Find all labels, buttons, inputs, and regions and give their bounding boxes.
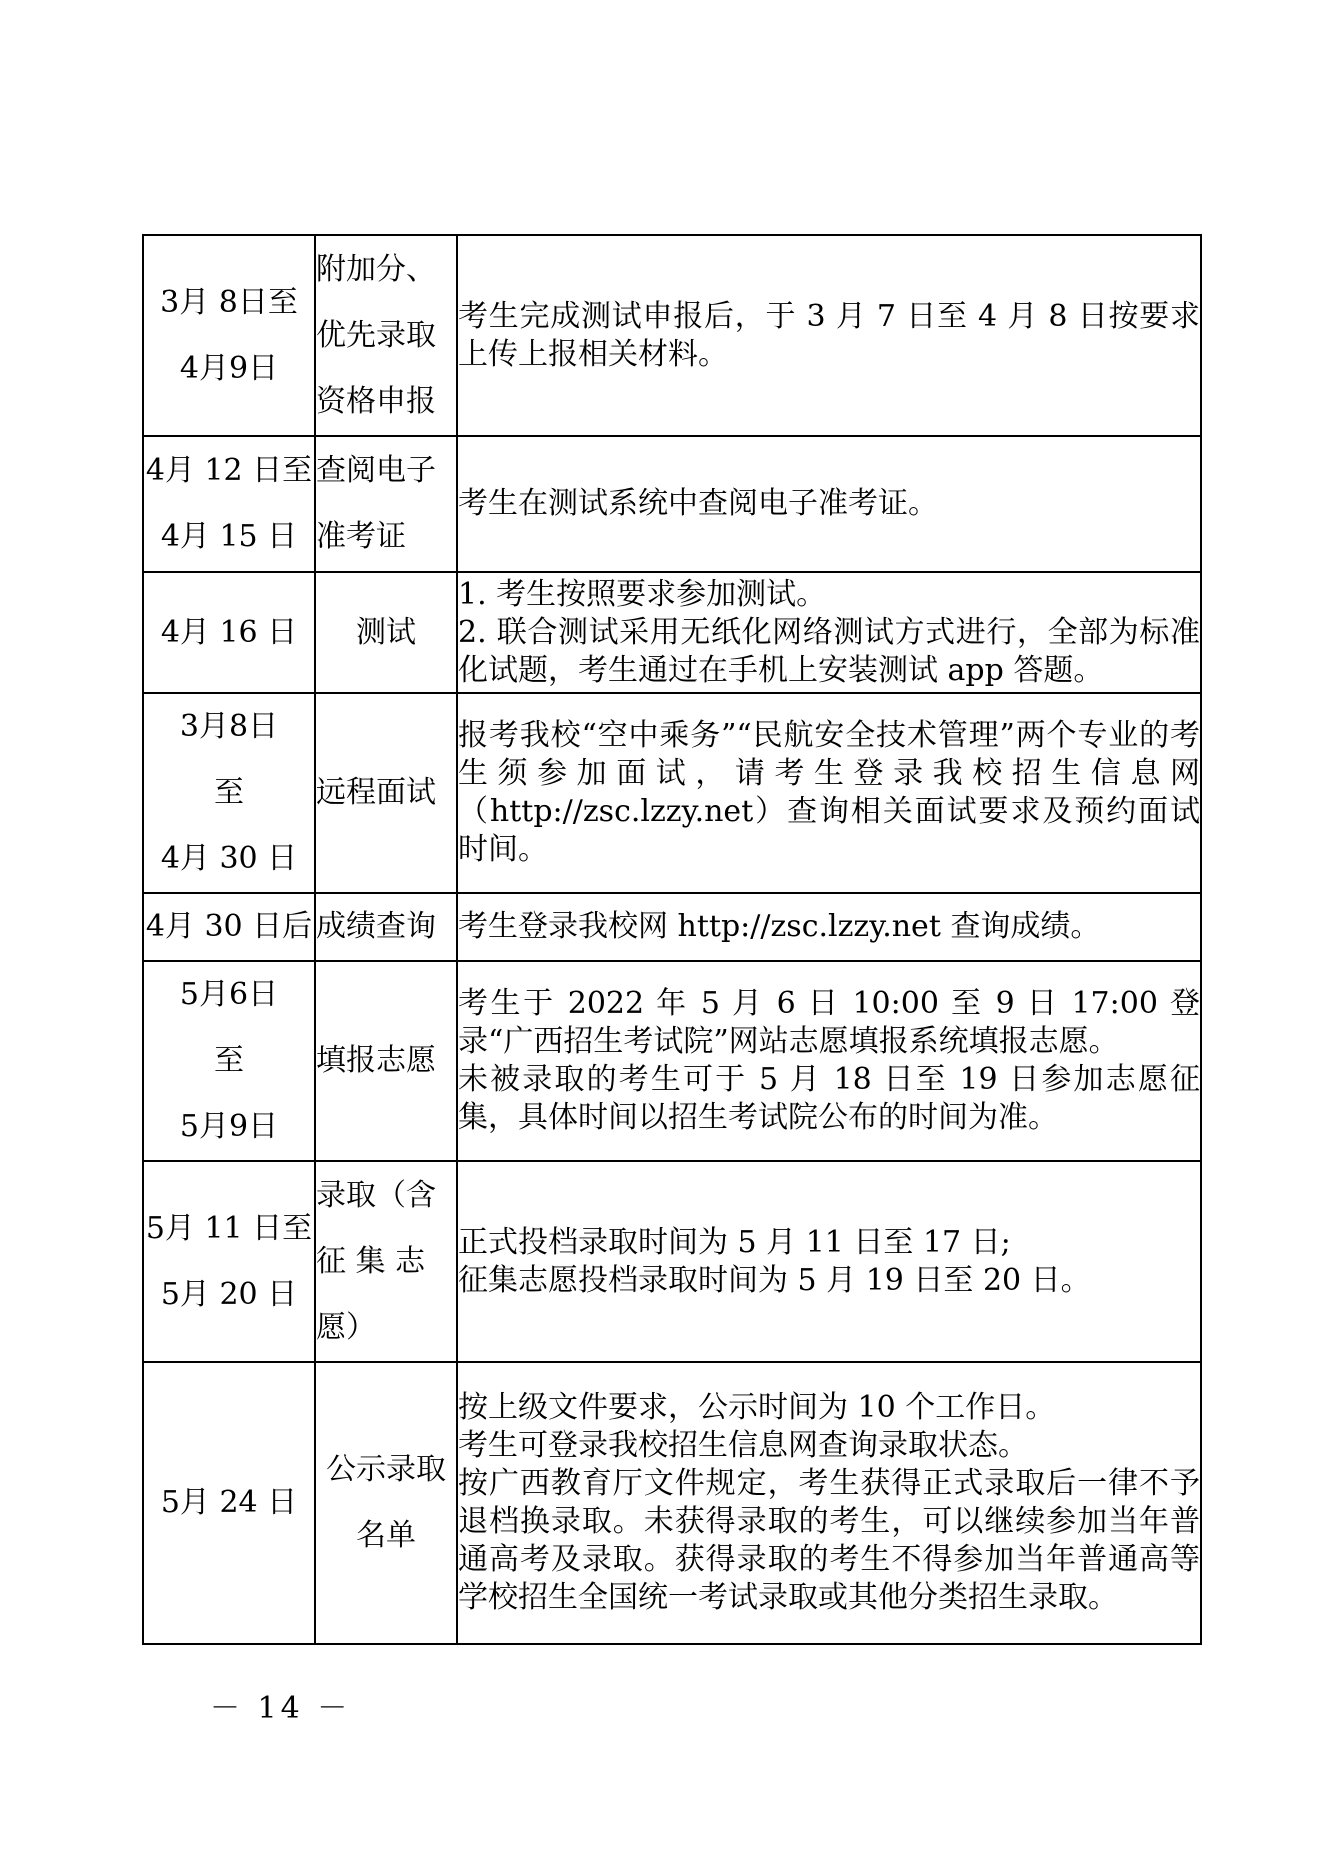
stage-cell [315, 693, 457, 893]
description-paragraph: 考生完成测试申报后，于 3 月 7 日至 4 月 8 日按要求上传上报相关材料。 [458, 298, 1200, 372]
date-line: 4月9日 [179, 350, 279, 386]
page-number: － 14 － [210, 1691, 352, 1726]
stage-line: 公示录取 [326, 1452, 446, 1487]
description-cell [457, 436, 1201, 572]
description-cell [457, 693, 1201, 893]
stage-cell [315, 961, 457, 1161]
stage-line: 资格申报 [316, 383, 436, 419]
description-cell [457, 1362, 1201, 1644]
date-cell [143, 693, 315, 893]
description-paragraph: 考生登录我校网 http://zsc.lzzy.net 查询成绩。 [458, 909, 1101, 944]
stage-line: 优先录取 [316, 317, 436, 353]
date-line: 3月 8日至 [160, 284, 298, 320]
table-row [143, 1161, 1201, 1362]
stage-line: 成绩查询 [316, 909, 436, 944]
table-row [143, 1362, 1201, 1644]
stage-line: 远程面试 [316, 775, 436, 810]
stage-line: 测试 [356, 614, 416, 650]
description-paragraph: 2. 联合测试采用无纸化网络测试方式进行，全部为标准化试题，考生通过在手机上安装测试 app 答题。 [458, 614, 1200, 688]
description-cell [457, 893, 1201, 961]
stage-cell [315, 436, 457, 572]
description-paragraph: 考生于 2022 年 5 月 6 日 10:00 至 9 日 17:00 登录“广西招生考试院”网站志愿填报系统填报志愿。 [458, 986, 1200, 1059]
stage-cell [315, 893, 457, 961]
date-line: 5月 20 日 [160, 1276, 298, 1312]
stage-line: 征 集 志 [316, 1243, 426, 1279]
date-line: 5月 24 日 [160, 1485, 298, 1520]
description-paragraph: 正式投档录取时间为 5 月 11 日至 17 日; [458, 1224, 1011, 1260]
date-cell [143, 961, 315, 1161]
description-cell [457, 961, 1201, 1161]
date-cell [143, 235, 315, 436]
description-paragraph: 按广西教育厅文件规定，考生获得正式录取后一律不予退档换录取。未获得录取的考生，可以继续参加当年普通高考及录取。获得录取的考生不得参加当年普通高等学校招生全国统一考试录取或其他分类招生录取。 [458, 1466, 1200, 1615]
date-line: 5月 11 日至 [145, 1210, 313, 1246]
stage-cell [315, 572, 457, 693]
date-line: 4月 15 日 [160, 519, 298, 554]
description-cell [457, 572, 1201, 693]
date-cell [143, 436, 315, 572]
stage-line: 附加分、 [316, 251, 436, 287]
description-paragraph: 未被录取的考生可于 5 月 18 日至 19 日参加志愿征集，具体时间以招生考试院公布的时间为准。 [458, 1062, 1200, 1135]
date-cell [143, 1362, 315, 1644]
stage-cell [315, 1362, 457, 1644]
date-line: 3月8日 [179, 709, 279, 744]
stage-line: 录取（含 [316, 1177, 436, 1213]
date-line: 4月 30 日 [160, 841, 298, 876]
date-cell [143, 572, 315, 693]
date-line: 至 [214, 1043, 244, 1078]
description-paragraph: 按上级文件要求，公示时间为 10 个工作日。 [458, 1390, 1056, 1425]
stage-line: 名单 [356, 1518, 416, 1553]
table-row [143, 572, 1201, 693]
description-paragraph: 考生可登录我校招生信息网查询录取状态。 [458, 1428, 1028, 1463]
date-cell [143, 1161, 315, 1362]
date-line: 至 [214, 775, 244, 810]
description-cell [457, 235, 1201, 436]
schedule-table [142, 234, 1202, 1645]
description-paragraph: 报考我校“空中乘务”“民航安全技术管理”两个专业的考生须参加面试，请考生登录我校招生信息网（http://zsc.lzzy.net）查询相关面试要求及预约面试时间。 [458, 718, 1200, 867]
stage-cell [315, 235, 457, 436]
table-row [143, 893, 1201, 961]
description-paragraph: 考生在测试系统中查阅电子准考证。 [458, 486, 938, 521]
date-line: 4月 12 日至 [145, 453, 313, 488]
date-line: 5月9日 [179, 1109, 279, 1144]
description-paragraph: 征集志愿投档录取时间为 5 月 19 日至 20 日。 [458, 1262, 1091, 1298]
description-cell [457, 1161, 1201, 1362]
date-cell [143, 893, 315, 961]
stage-cell [315, 1161, 457, 1362]
table-row [143, 961, 1201, 1161]
table-row [143, 235, 1201, 436]
stage-line: 填报志愿 [316, 1043, 436, 1078]
date-line: 4月 30 日后 [145, 909, 313, 944]
date-line: 4月 16 日 [160, 614, 298, 650]
stage-line: 查阅电子 [316, 453, 436, 488]
stage-line: 愿） [316, 1309, 376, 1345]
date-line: 5月6日 [179, 977, 279, 1012]
description-paragraph: 1. 考生按照要求参加测试。 [458, 576, 827, 612]
table-row [143, 436, 1201, 572]
table-row [143, 693, 1201, 893]
stage-line: 准考证 [316, 519, 406, 554]
